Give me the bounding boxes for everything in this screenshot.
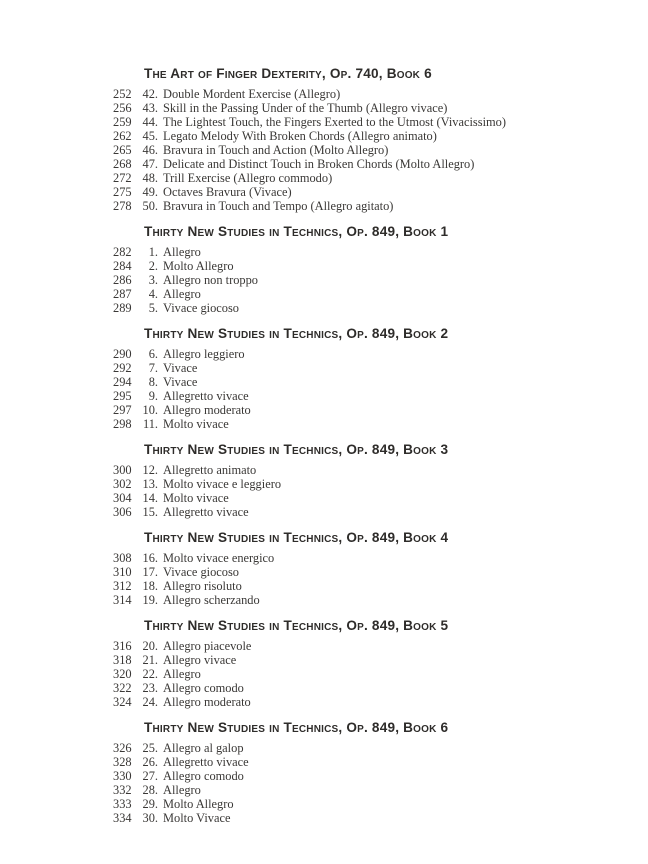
entry-number: 15.: [142, 505, 158, 519]
toc-entry-row: [0, 505, 648, 519]
entry-page-number: 302: [113, 477, 132, 491]
toc-entry-row: [0, 551, 648, 565]
entry-title: Allegretto vivace: [163, 505, 249, 519]
entry-title: Skill in the Passing Under of the Thumb (Allegro vivace): [163, 101, 448, 115]
entry-page-number: 256: [113, 101, 132, 115]
toc-entry-row: [0, 157, 648, 171]
entry-title: Vivace: [163, 361, 198, 375]
toc-entry-row: [0, 273, 648, 287]
toc-entry-row: [0, 389, 648, 403]
entry-number: 16.: [142, 551, 158, 565]
entry-number: 28.: [142, 783, 158, 797]
section-entries: [0, 551, 648, 607]
entry-number: 1.: [148, 245, 158, 259]
entry-title: Allegro comodo: [163, 681, 244, 695]
entry-title: Vivace: [163, 375, 198, 389]
entry-page-number: 287: [113, 287, 132, 301]
entry-page-number: 268: [113, 157, 132, 171]
entry-page-number: 308: [113, 551, 132, 565]
toc-section: [0, 315, 648, 431]
section-entries: [0, 347, 648, 431]
entry-page-number: 282: [113, 245, 132, 259]
entry-page-number: 324: [113, 695, 132, 709]
entry-page-number: 265: [113, 143, 132, 157]
entry-number: 5.: [148, 301, 158, 315]
entry-number: 29.: [142, 797, 158, 811]
entry-page-number: 294: [113, 375, 132, 389]
toc-entry-row: [0, 301, 648, 315]
section-heading: The Art of Finger Dexterity, Op. 740, Book 6: [144, 66, 432, 81]
toc-entry-row: [0, 375, 648, 389]
entry-title: Vivace giocoso: [163, 301, 239, 315]
entry-title: Molto vivace e leggiero: [163, 477, 282, 491]
entry-number: 9.: [148, 389, 158, 403]
entry-number: 46.: [142, 143, 158, 157]
section-heading: Thirty New Studies in Technics, Op. 849, Book 6: [144, 720, 449, 735]
toc-entry-row: [0, 477, 648, 491]
entry-title: Molto Vivace: [163, 811, 231, 825]
toc-entry-row: [0, 115, 648, 129]
entry-number: 22.: [142, 667, 158, 681]
entry-title: Octaves Bravura (Vivace): [163, 185, 292, 199]
section-heading: Thirty New Studies in Technics, Op. 849, Book 5: [144, 618, 449, 633]
toc-entry-row: [0, 491, 648, 505]
entry-number: 13.: [142, 477, 158, 491]
entry-number: 12.: [142, 463, 158, 477]
entry-number: 18.: [142, 579, 158, 593]
entry-number: 20.: [142, 639, 158, 653]
entry-number: 47.: [142, 157, 158, 171]
toc-entry-row: [0, 245, 648, 259]
entry-number: 6.: [148, 347, 158, 361]
toc-entry-row: [0, 361, 648, 375]
entry-number: 43.: [142, 101, 158, 115]
entry-title: Allegro comodo: [163, 769, 244, 783]
entry-page-number: 320: [113, 667, 132, 681]
entry-number: 21.: [142, 653, 158, 667]
entry-page-number: 289: [113, 301, 132, 315]
toc-entry-row: [0, 811, 648, 825]
toc-entry-row: [0, 87, 648, 101]
toc-entry-row: [0, 259, 648, 273]
entry-page-number: 262: [113, 129, 132, 143]
toc-section: [0, 709, 648, 825]
entry-page-number: 306: [113, 505, 132, 519]
entry-title: Allegretto vivace: [163, 389, 249, 403]
entry-title: Legato Melody With Broken Chords (Allegro animato): [163, 129, 437, 143]
entry-title: Allegro risoluto: [163, 579, 242, 593]
entry-page-number: 286: [113, 273, 132, 287]
entry-title: Molto vivace: [163, 417, 229, 431]
toc-entry-row: [0, 199, 648, 213]
toc-entry-row: [0, 463, 648, 477]
entry-title: Allegro: [163, 245, 201, 259]
entry-page-number: 300: [113, 463, 132, 477]
toc-entry-row: [0, 171, 648, 185]
entry-page-number: 290: [113, 347, 132, 361]
entry-title: Allegro vivace: [163, 653, 237, 667]
entry-title: Allegro moderato: [163, 403, 251, 417]
entry-page-number: 330: [113, 769, 132, 783]
entry-title: Allegro leggiero: [163, 347, 245, 361]
entry-title: Allegro scherzando: [163, 593, 260, 607]
entry-title: Allegro piacevole: [163, 639, 252, 653]
entry-page-number: 316: [113, 639, 132, 653]
entry-number: 7.: [148, 361, 158, 375]
entry-title: Allegro al galop: [163, 741, 244, 755]
entry-number: 23.: [142, 681, 158, 695]
entry-number: 10.: [142, 403, 158, 417]
toc-entry-row: [0, 347, 648, 361]
entry-title: Allegro moderato: [163, 695, 251, 709]
entry-page-number: 278: [113, 199, 132, 213]
entry-number: 4.: [148, 287, 158, 301]
entry-number: 25.: [142, 741, 158, 755]
toc-entry-row: [0, 639, 648, 653]
entry-page-number: 312: [113, 579, 132, 593]
entry-title: Trill Exercise (Allegro commodo): [163, 171, 333, 185]
entry-page-number: 333: [113, 797, 132, 811]
entry-number: 2.: [148, 259, 158, 273]
toc-entry-row: [0, 695, 648, 709]
toc-entry-row: [0, 417, 648, 431]
entry-title: Vivace giocoso: [163, 565, 239, 579]
entry-page-number: 252: [113, 87, 132, 101]
entry-number: 30.: [142, 811, 158, 825]
entry-title: Molto vivace: [163, 491, 229, 505]
entry-number: 50.: [142, 199, 158, 213]
entry-page-number: 304: [113, 491, 132, 505]
toc-content: [0, 55, 648, 825]
toc-entry-row: [0, 403, 648, 417]
entry-title: Molto Allegro: [163, 797, 234, 811]
entry-page-number: 314: [113, 593, 132, 607]
section-entries: [0, 741, 648, 825]
entry-page-number: 298: [113, 417, 132, 431]
toc-entry-row: [0, 783, 648, 797]
toc-entry-row: [0, 653, 648, 667]
toc-entry-row: [0, 129, 648, 143]
entry-page-number: 310: [113, 565, 132, 579]
entry-title: Bravura in Touch and Action (Molto Allegro): [163, 143, 389, 157]
entry-page-number: 259: [113, 115, 132, 129]
entry-page-number: 334: [113, 811, 132, 825]
entry-title: Allegretto vivace: [163, 755, 249, 769]
toc-entry-row: [0, 681, 648, 695]
toc-section: [0, 55, 648, 213]
entry-page-number: 272: [113, 171, 132, 185]
entry-number: 3.: [148, 273, 158, 287]
toc-entry-row: [0, 565, 648, 579]
section-heading: Thirty New Studies in Technics, Op. 849, Book 4: [144, 530, 449, 545]
toc-entry-row: [0, 185, 648, 199]
toc-entry-row: [0, 797, 648, 811]
entry-title: Allegro: [163, 667, 201, 681]
entry-page-number: 328: [113, 755, 132, 769]
entry-number: 27.: [142, 769, 158, 783]
entry-page-number: 318: [113, 653, 132, 667]
entry-number: 26.: [142, 755, 158, 769]
section-entries: [0, 463, 648, 519]
toc-entry-row: [0, 101, 648, 115]
toc-section: [0, 519, 648, 607]
toc-entry-row: [0, 579, 648, 593]
entry-number: 45.: [142, 129, 158, 143]
section-heading: Thirty New Studies in Technics, Op. 849, Book 1: [144, 224, 449, 239]
entry-title: Double Mordent Exercise (Allegro): [163, 87, 341, 101]
toc-section: [0, 431, 648, 519]
entry-title: Allegro: [163, 783, 201, 797]
toc-entry-row: [0, 741, 648, 755]
toc-section: [0, 607, 648, 709]
entry-title: Molto Allegro: [163, 259, 234, 273]
entry-title: The Lightest Touch, the Fingers Exerted to the Utmost (Vivacissimo): [163, 115, 506, 129]
entry-page-number: 295: [113, 389, 132, 403]
toc-entry-row: [0, 287, 648, 301]
toc-entry-row: [0, 143, 648, 157]
entry-page-number: 292: [113, 361, 132, 375]
section-heading: Thirty New Studies in Technics, Op. 849, Book 3: [144, 442, 449, 457]
entry-number: 49.: [142, 185, 158, 199]
toc-section: [0, 213, 648, 315]
entry-number: 48.: [142, 171, 158, 185]
entry-number: 44.: [142, 115, 158, 129]
section-heading: Thirty New Studies in Technics, Op. 849, Book 2: [144, 326, 449, 341]
entry-title: Allegro non troppo: [163, 273, 258, 287]
section-entries: [0, 245, 648, 315]
section-entries: [0, 639, 648, 709]
entry-page-number: 275: [113, 185, 132, 199]
entry-number: 42.: [142, 87, 158, 101]
entry-page-number: 326: [113, 741, 132, 755]
entry-title: Molto vivace energico: [163, 551, 275, 565]
entry-title: Delicate and Distinct Touch in Broken Chords (Molto Allegro): [163, 157, 475, 171]
entry-title: Allegretto animato: [163, 463, 257, 477]
entry-page-number: 284: [113, 259, 132, 273]
entry-number: 24.: [142, 695, 158, 709]
entry-number: 8.: [148, 375, 158, 389]
entry-number: 17.: [142, 565, 158, 579]
entry-number: 11.: [142, 417, 158, 431]
toc-entry-row: [0, 667, 648, 681]
entry-page-number: 297: [113, 403, 132, 417]
entry-title: Bravura in Touch and Tempo (Allegro agitato): [163, 199, 394, 213]
entry-page-number: 332: [113, 783, 132, 797]
entry-page-number: 322: [113, 681, 132, 695]
entry-number: 19.: [142, 593, 158, 607]
toc-entry-row: [0, 769, 648, 783]
entry-title: Allegro: [163, 287, 201, 301]
toc-entry-row: [0, 593, 648, 607]
entry-number: 14.: [142, 491, 158, 505]
toc-entry-row: [0, 755, 648, 769]
section-entries: [0, 87, 648, 213]
